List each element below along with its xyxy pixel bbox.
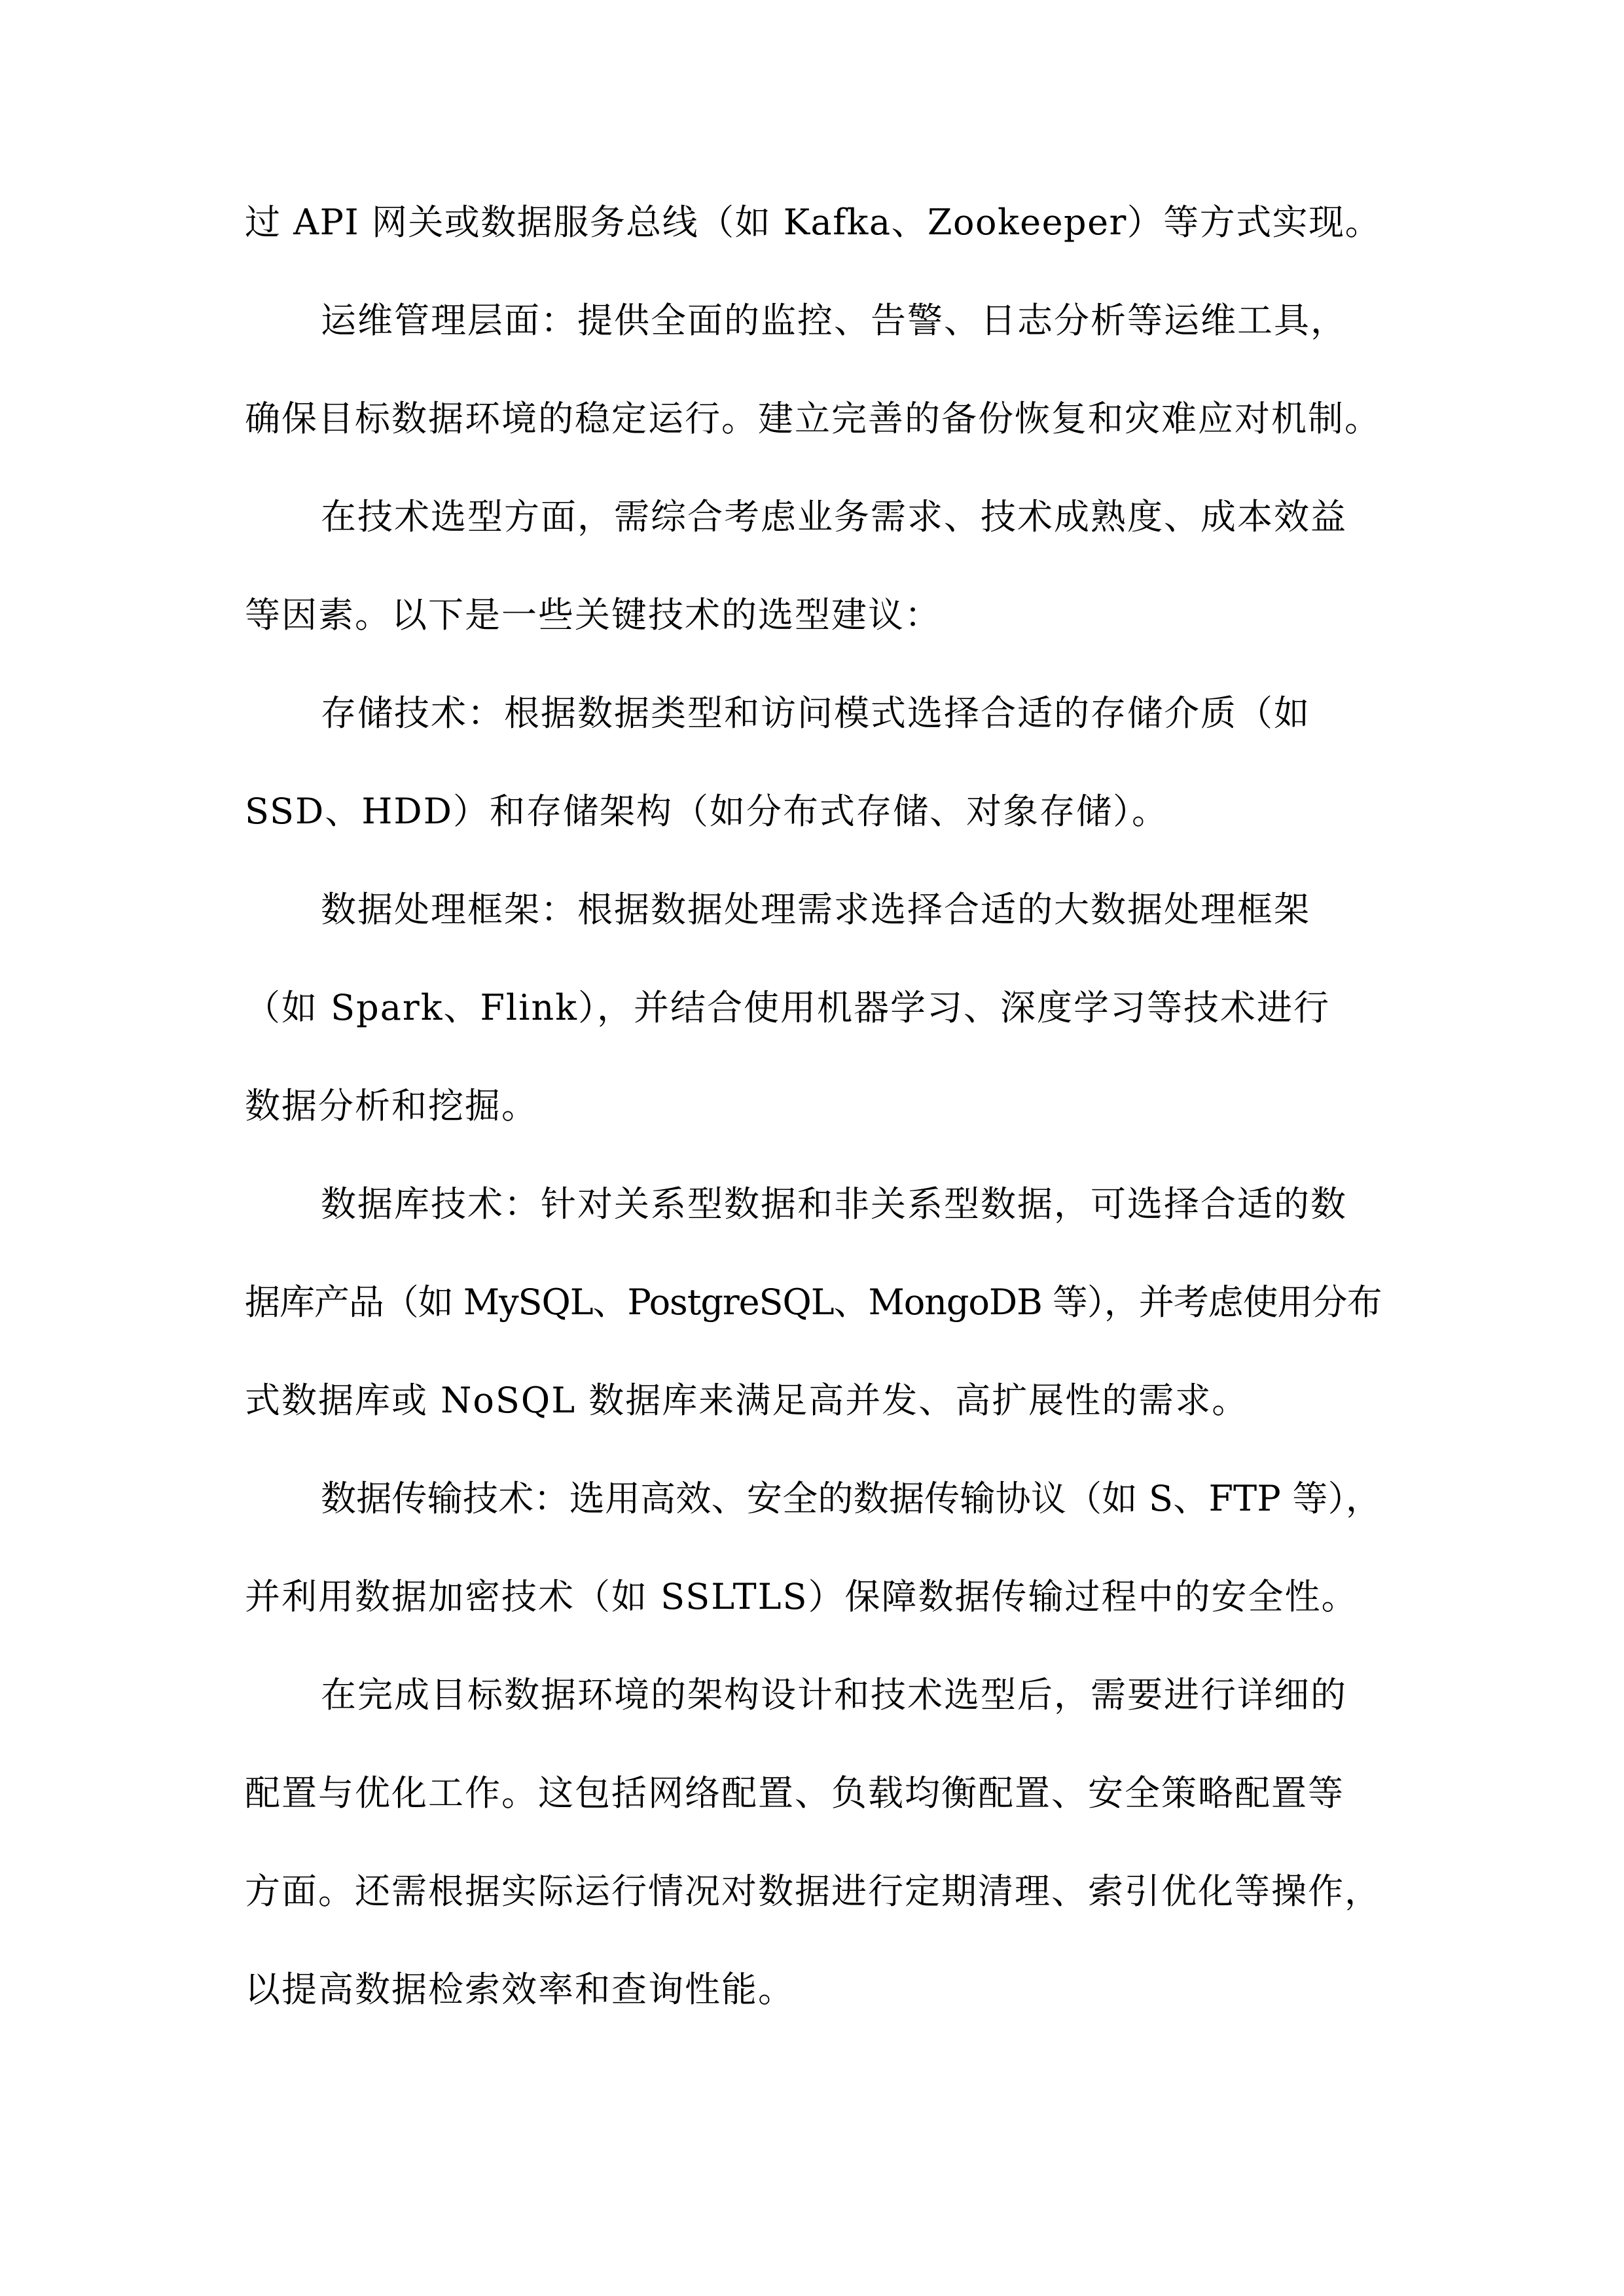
text-line: 数据分析和挖掘。 — [245, 1085, 538, 1126]
text-line: 等因素。以下是一些关键技术的选型建议： — [245, 594, 941, 636]
text-line: 在技术选型方面，需综合考虑业务需求、技术成熟度、成本效益 — [321, 496, 1347, 537]
text-line: 并利用数据加密技术（如 SSLTLS）保障数据传输过程中的安全性。 — [245, 1576, 1358, 1617]
text-line: SSD、HDD）和存储架构（如分布式存储、对象存储）。 — [245, 791, 1169, 832]
text-line: 过 API 网关或数据服务总线（如 Kafka、Zookeeper）等方式实现。 — [245, 202, 1382, 243]
text-line: （如 Spark、Flink），并结合使用机器学习、深度学习等技术进行 — [245, 987, 1330, 1028]
text-line: 以提高数据检索效率和查询性能。 — [245, 1969, 795, 2010]
text-line: 运维管理层面：提供全面的监控、告警、日志分析等运维工具， — [321, 300, 1347, 341]
text-line: 方面。还需根据实际运行情况对数据进行定期清理、索引优化等操作， — [245, 1871, 1381, 1912]
text-line: 配置与优化工作。这包括网络配置、负载均衡配置、安全策略配置等 — [245, 1772, 1344, 1814]
text-line: 数据处理框架：根据数据处理需求选择合适的大数据处理框架 — [321, 889, 1310, 930]
text-line: 数据传输技术：选用高效、安全的数据传输协议（如 S、FTP 等）， — [321, 1478, 1382, 1519]
text-line: 式数据库或 NoSQL 数据库来满足高并发、高扩展性的需求。 — [245, 1380, 1249, 1421]
text-line: 确保目标数据环境的稳定运行。建立完善的备份恢复和灾难应对机制。 — [245, 398, 1381, 439]
text-line: 据库产品（如 MySQL、PostgreSQL、MongoDB 等），并考虑使用分布 — [245, 1282, 1382, 1323]
text-line: 在完成目标数据环境的架构设计和技术选型后，需要进行详细的 — [321, 1674, 1347, 1715]
text-line: 数据库技术：针对关系型数据和非关系型数据，可选择合适的数 — [321, 1183, 1347, 1225]
text-line: 存储技术：根据数据类型和访问模式选择合适的存储介质（如 — [321, 692, 1310, 734]
